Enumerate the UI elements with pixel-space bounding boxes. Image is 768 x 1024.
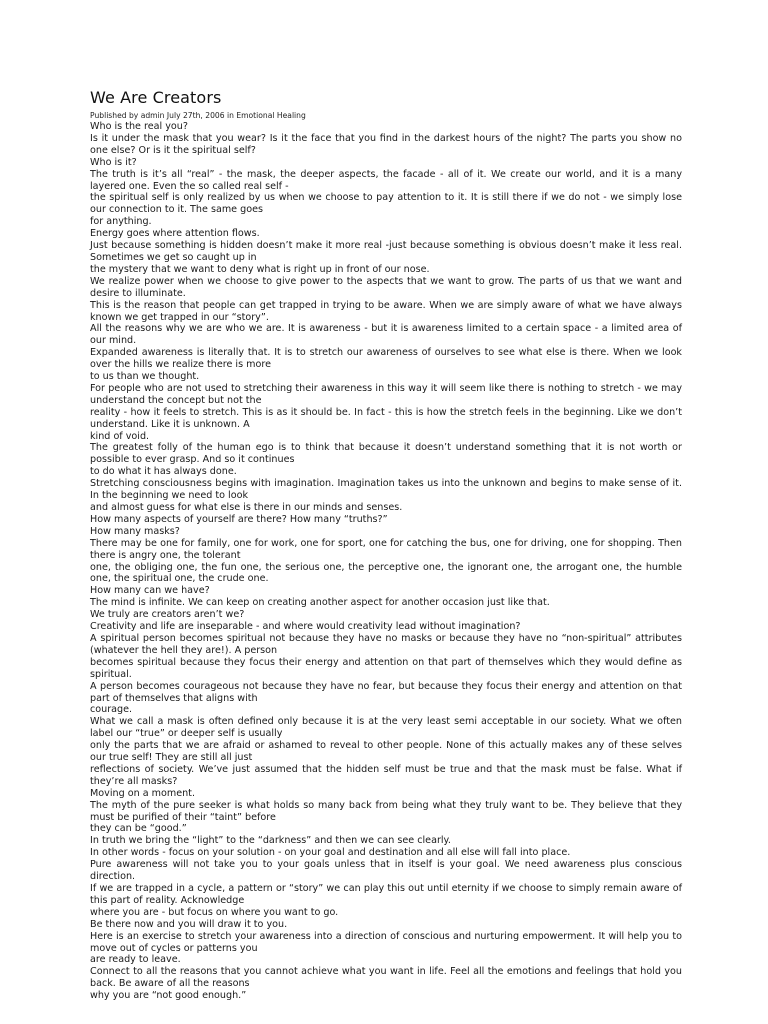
article-paragraph: For people who are not used to stretching their awareness in this way it will seem like there is nothing to stretch - we may understand the concept but not the <box>90 382 682 406</box>
article-paragraph: and almost guess for what else is there in our minds and senses. <box>90 502 403 513</box>
article-paragraph: Stretching consciousness begins with imagination. Imagination takes us into the unknown and begins to make sense of it. In the beginning we need to look <box>90 478 682 502</box>
article-paragraph: to us than we thought. <box>90 371 200 383</box>
category-link[interactable]: Emotional Healing <box>236 111 306 120</box>
article-paragraph: The greatest folly of the human ego is to think that because it doesn’t understand something that it is not worth or possible to ever grasp. And so it continues <box>90 442 682 466</box>
article-paragraph: What we call a mask is often defined only because it is at the very least semi acceptable in our society. What we often label our “true” or deeper self is usually <box>90 716 682 740</box>
article-paragraph: they can be “good.” <box>90 823 187 835</box>
article-paragraph: only the parts that we are afraid or ashamed to reveal to other people. None of this actually makes any of these selves our true self! They are still all just <box>90 740 682 764</box>
article-paragraph: The myth of the pure seeker is what holds so many back from being what they truly want to be. They believe that they must be purified of their “taint” before <box>90 799 682 823</box>
article-paragraph: Connect to all the reasons that you cannot achieve what you want in life. Feel all the emotions and feelings that hold you back. Be aware of all the reasons <box>90 966 682 990</box>
article-paragraph: A spiritual person becomes spiritual not because they have no masks or because they have no “non-spiritual” attributes (whatever the hell they are!). A person <box>90 632 682 656</box>
article-paragraph: How many aspects of yourself are there? How many “truths?” <box>90 513 388 525</box>
article-paragraph: Be there now and you will draw it to you. <box>90 918 288 930</box>
article-paragraph: Is it under the mask that you wear? Is it the face that you find in the darkest hours of the night? The parts you show no one else? Or is it the spiritual self? <box>90 132 682 156</box>
article <box>90 88 682 1002</box>
meta-published: Published by admin July 27th, 2006 in <box>90 111 237 120</box>
article-paragraph: The truth is it’s all “real” - the mask, the deeper aspects, the facade - all of it. We create our world, and it is a many layered one. Even the so called real self - <box>90 168 682 192</box>
article-paragraph: reality - how it feels to stretch. This is as it should be. In fact - this is how the stretch feels in the beginning. Like we don’t understand. Like it is unknown. A <box>90 406 682 430</box>
article-paragraph: Moving on a moment. <box>90 787 195 799</box>
article-paragraph: Creativity and life are inseparable - and where would creativity lead without imagination? <box>90 621 521 633</box>
article-paragraph: This is the reason that people can get trapped in trying to be aware. When we are simply aware of what we have always known we get trapped in our “story”. <box>90 299 682 323</box>
article-paragraph: courage. <box>90 704 133 716</box>
article-paragraph: kind of void. <box>90 430 150 442</box>
article-paragraph: one, the obliging one, the fun one, the serious one, the perceptive one, the ignorant one, the arrogant one, the humble one, the spiritual one, the crude one. <box>90 561 682 585</box>
article-paragraph: Expanded awareness is literally that. It is to stretch our awareness of ourselves to see what else is there. When we look over the hills we realize there is more <box>90 347 682 371</box>
article-paragraph: the mystery that we want to deny what is right up in front of our nose. <box>90 263 430 275</box>
article-paragraph: In other words - focus on your solution - on your goal and destination and all else will fall into place. <box>90 847 571 859</box>
article-paragraph: becomes spiritual because they focus their energy and attention on that part of themselves which they would define as spiritual. <box>90 656 682 680</box>
article-paragraph: We realize power when we choose to give power to the aspects that we want to grow. The parts of us that we want and desire to illuminate. <box>90 275 682 299</box>
article-paragraph: If we are trapped in a cycle, a pattern or “story” we can play this out until eternity if we choose to simply remain aware of this part of reality. Acknowledge <box>90 883 682 906</box>
article-paragraph: where you are - but focus on where you want to go. <box>90 906 339 918</box>
article-paragraph: Who is the real you? <box>90 121 188 132</box>
article-paragraph: reflections of society. We’ve just assumed that the hidden self must be true and that the mask must be false. What if they’re all masks? <box>90 763 682 787</box>
article-paragraph: Energy goes where attention flows. <box>90 228 260 240</box>
article-paragraph: We truly are creators aren’t we? <box>90 609 245 621</box>
article-paragraph: to do what it has always done. <box>90 466 237 478</box>
article-paragraph: Who is it? <box>90 156 137 168</box>
article-paragraph: are ready to leave. <box>90 954 181 966</box>
article-paragraph: The mind is infinite. We can keep on creating another aspect for another occasion just like that. <box>90 597 550 609</box>
article-paragraph: Pure awareness will not take you to your goals unless that in itself is your goal. We need awareness plus conscious direction. <box>90 859 682 883</box>
article-paragraph: There may be one for family, one for work, one for sport, one for catching the bus, one for driving, one for shopping. Then there is angry one, the tolerant <box>90 537 682 561</box>
article-paragraph: All the reasons why we are who we are. It is awareness - but it is awareness limited to a certain space - a limited area of our mind. <box>90 323 682 347</box>
article-paragraph: for anything. <box>90 216 152 228</box>
article-title: We Are Creators <box>90 88 222 107</box>
article-paragraph: In truth we bring the “light” to the “darkness” and then we can see clearly. <box>90 835 451 847</box>
article-meta <box>90 111 682 121</box>
article-paragraph: A person becomes courageous not because they have no fear, but because they focus their energy and attention on that part of themselves that aligns with <box>90 680 682 704</box>
article-paragraph: the spiritual self is only realized by us when we choose to pay attention to it. It is still there if we do not - we simply lose our connection to it. The same goes <box>90 192 682 216</box>
article-paragraph: How many masks? <box>90 525 180 537</box>
article-paragraph: why you are “not good enough.” <box>90 990 247 1002</box>
article-paragraph: Here is an exercise to stretch your awareness into a direction of conscious and nurturing empowerment. It will help you to move out of cycles or patterns you <box>90 930 682 954</box>
article-paragraph: How many can we have? <box>90 585 210 597</box>
article-paragraph: Just because something is hidden doesn’t make it more real -just because something is obvious doesn’t make it less real. Sometimes we get so caught up in <box>90 240 682 263</box>
article-body <box>90 121 682 1002</box>
